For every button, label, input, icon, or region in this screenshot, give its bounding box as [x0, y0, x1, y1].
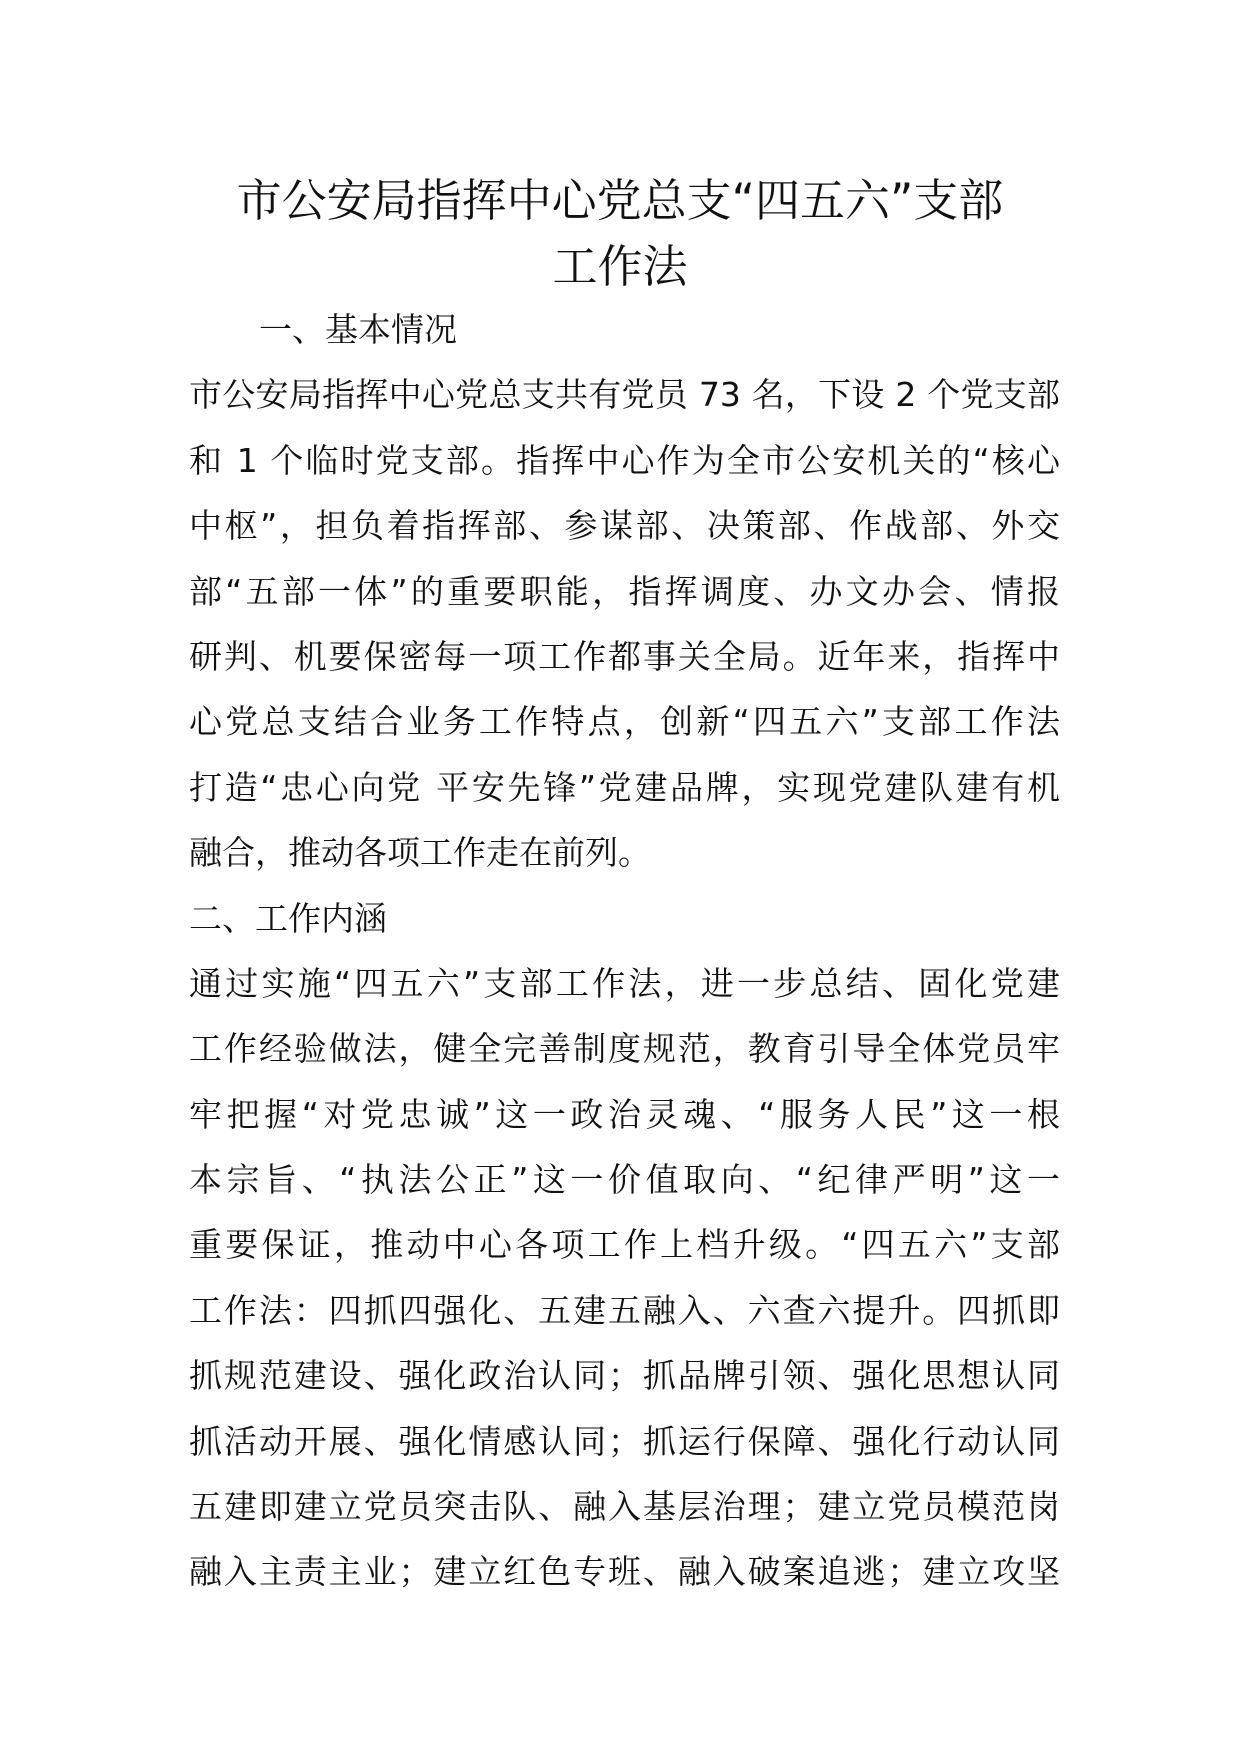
paragraph-line: 融合，推动各项工作走在前列。: [189, 833, 651, 873]
paragraph-line: 中枢”，担负着指挥部、参谋部、决策部、作战部、外交: [189, 506, 1060, 546]
section-basic-situation-paragraph: [189, 362, 1060, 885]
paragraph-line: 打造“忠心向党 平安先锋”党建品牌，实现党建队建有机: [189, 767, 1060, 807]
paragraph-line: 工作法：四抓四强化、五建五融入、六查六提升。四抓即: [189, 1290, 1060, 1330]
paragraph-line: 通过实施“四五六”支部工作法，进一步总结、固化党建: [189, 963, 1060, 1003]
paragraph-line: 市公安局指挥中心党总支共有党员 73 名，下设 2 个党支部: [189, 375, 1060, 415]
paragraph-line: 工作经验做法，健全完善制度规范，教育引导全体党员牢: [189, 1029, 1060, 1069]
document-body: [189, 297, 1060, 1605]
paragraph-line: 重要保证，推动中心各项工作上档升级。“四五六”支部: [189, 1225, 1060, 1265]
section-heading-work-content: 二、工作内涵: [189, 898, 387, 938]
document-title: [150, 168, 1090, 300]
paragraph-line: 研判、机要保密每一项工作都事关全局。近年来，指挥中: [189, 636, 1060, 676]
title-line-1: 市公安局指挥中心党总支“四五六”支部: [236, 174, 1004, 227]
paragraph-line: 融入主责主业；建立红色专班、融入破案追逃；建立攻坚: [189, 1552, 1060, 1592]
paragraph-line: 心党总支结合业务工作特点，创新“四五六”支部工作法: [189, 702, 1060, 742]
section-work-content-paragraph: [189, 951, 1060, 1605]
section-heading-basic-situation: 一、基本情况: [259, 310, 457, 349]
paragraph-line: 本宗旨、“执法公正”这一价值取向、“纪律严明”这一: [189, 1160, 1060, 1200]
paragraph-line: 抓活动开展、强化情感认同；抓运行保障、强化行动认同: [189, 1421, 1060, 1461]
paragraph-line: 五建即建立党员突击队、融入基层治理；建立党员模范岗: [189, 1487, 1060, 1527]
paragraph-line: 抓规范建设、强化政治认同；抓品牌引领、强化思想认同: [189, 1356, 1060, 1396]
title-line-2: 工作法: [552, 240, 688, 293]
paragraph-line: 和 1 个临时党支部。指挥中心作为全市公安机关的“核心: [189, 440, 1060, 480]
paragraph-line: 部“五部一体”的重要职能，指挥调度、办文办会、情报: [189, 571, 1060, 611]
paragraph-line: 牢把握“对党忠诚”这一政治灵魂、“服务人民”这一根: [189, 1094, 1060, 1134]
